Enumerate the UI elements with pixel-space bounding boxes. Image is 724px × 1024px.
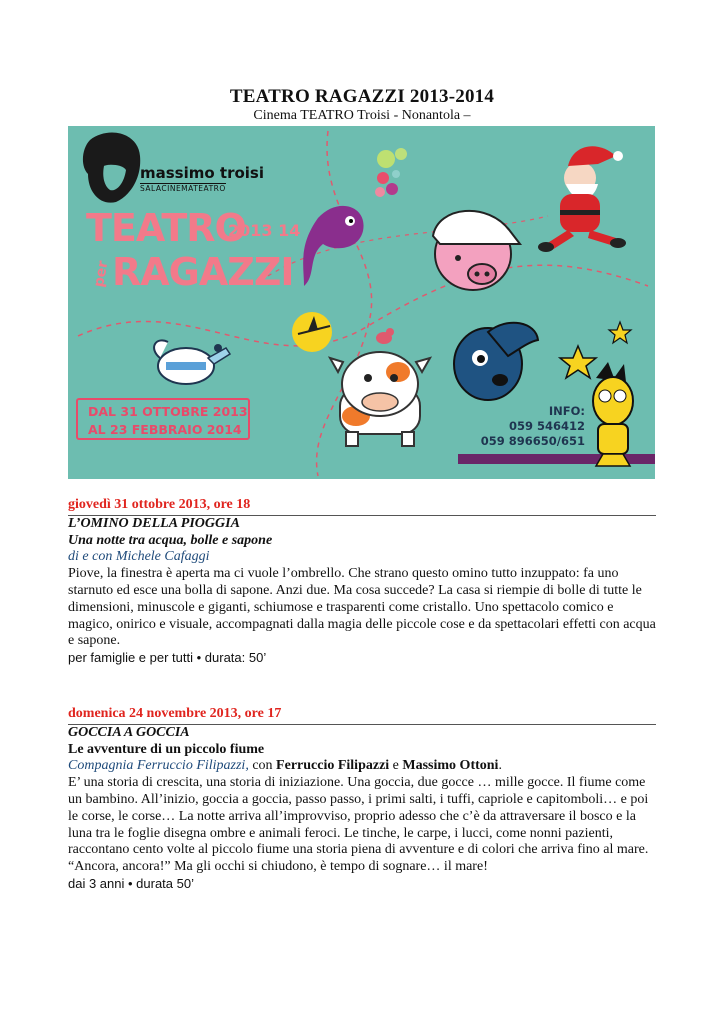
credit-company: Compagnia Ferruccio Filipazzi, — [68, 758, 253, 774]
event-description: Piove, la finestra è aperta ma ci vuole l’ombrello. Che strano questo omino tutto inzuppato: fa uno starnuto ed esce una bolla di sapone. Anzi due. Ma cosa succede? La casa si riempie di bolle di tutte le dimensioni, minuscole e giganti, schiumose e trasparenti come cristallo. Uno spettacolo comico e magico, onirico e visuale, accompagnati dalla magia delle piccole cose e da spettacolari effetti con acqua e sapone. — [68, 566, 656, 649]
event-info: dai 3 anni • durata 50’ — [68, 875, 194, 891]
diver-icon — [154, 340, 230, 384]
info-box — [481, 404, 585, 449]
professor-icon — [593, 362, 633, 466]
star-icon — [560, 346, 596, 378]
cow-icon — [330, 352, 430, 446]
credit-name-2: Massimo Ottoni — [402, 758, 499, 774]
event-date: giovedì 31 ottobre 2013, ore 18 — [68, 497, 656, 516]
witch-moon-icon — [292, 312, 332, 352]
event-credit: di e con Michele Cafaggi — [68, 549, 210, 565]
poster-banner — [68, 126, 655, 479]
dog-icon — [454, 323, 538, 400]
event-subtitle: Una notte tra acqua, bolle e sapone — [68, 532, 273, 548]
event-description: E’ una storia di crescita, una storia di iniziazione. Una goccia, due gocce … mille gocce. Il fiume come un bambino. All’inizio, goccia a goccia, passo passo, i primi salti, i tuffi, capriole e capitomboli… e poi le corse, le corse… La notte arriva all’improvviso, proprio adesso che c’è da attraversare il bosco e la luna tra le foglie disegna ombre e animali feroci. Le tinche, le carpe, i lucci, come nonni pazienti, raccontano cento volte al piccolo fiume una storia piena di avventure e di colori che arriva fino al mare. “Ancora, ancora!” Ma gli occhi si chiudono, è tempo di sognare… il mare! — [68, 775, 649, 875]
date-line-start: DAL 31 OTTOBRE 2013 — [88, 404, 248, 419]
teatro-heading: TEATRO — [86, 206, 246, 250]
event-date: domenica 24 novembre 2013, ore 17 — [68, 706, 656, 725]
star-icon-small — [609, 322, 631, 343]
per-word: per — [91, 259, 112, 289]
page-subtitle: Cinema TEATRO Troisi - Nonantola – — [253, 108, 471, 123]
event-title: L’OMINO DELLA PIOGGIA — [68, 515, 240, 531]
year-heading: 2013 14 — [228, 221, 301, 240]
pig-icon — [433, 211, 520, 290]
santa-icon — [538, 146, 626, 252]
info-label: INFO: — [548, 404, 585, 418]
page-title: TEATRO RAGAZZI 2013-2014 — [229, 86, 495, 107]
bird-icon — [376, 328, 394, 344]
credit-end: . — [498, 758, 502, 774]
credit-con: con — [252, 758, 277, 774]
fish-icon — [303, 206, 363, 286]
event-subtitle: Le avventure di un piccolo fiume — [68, 741, 265, 757]
logo-name: massimo troisi — [140, 164, 264, 182]
logo-subtitle: SALACINEMATEATRO — [140, 184, 226, 193]
credit-and: e — [389, 758, 403, 774]
event-title: GOCCIA A GOCCIA — [68, 724, 190, 740]
date-range-box — [76, 398, 250, 440]
event-1 — [68, 497, 656, 667]
troisi-portrait-icon — [83, 133, 140, 203]
phone-2: 059 896650/651 — [480, 434, 585, 448]
credit-name-1: Ferruccio Filipazzi — [276, 758, 390, 774]
ragazzi-heading: RAGAZZI — [112, 250, 294, 294]
event-credit — [68, 758, 656, 775]
date-line-end: AL 23 FEBBRAIO 2014 — [88, 422, 242, 437]
event-2 — [68, 706, 656, 893]
phone-1: 059 546412 — [508, 419, 585, 433]
event-info: per famiglie e per tutti • durata: 50’ — [68, 650, 267, 666]
